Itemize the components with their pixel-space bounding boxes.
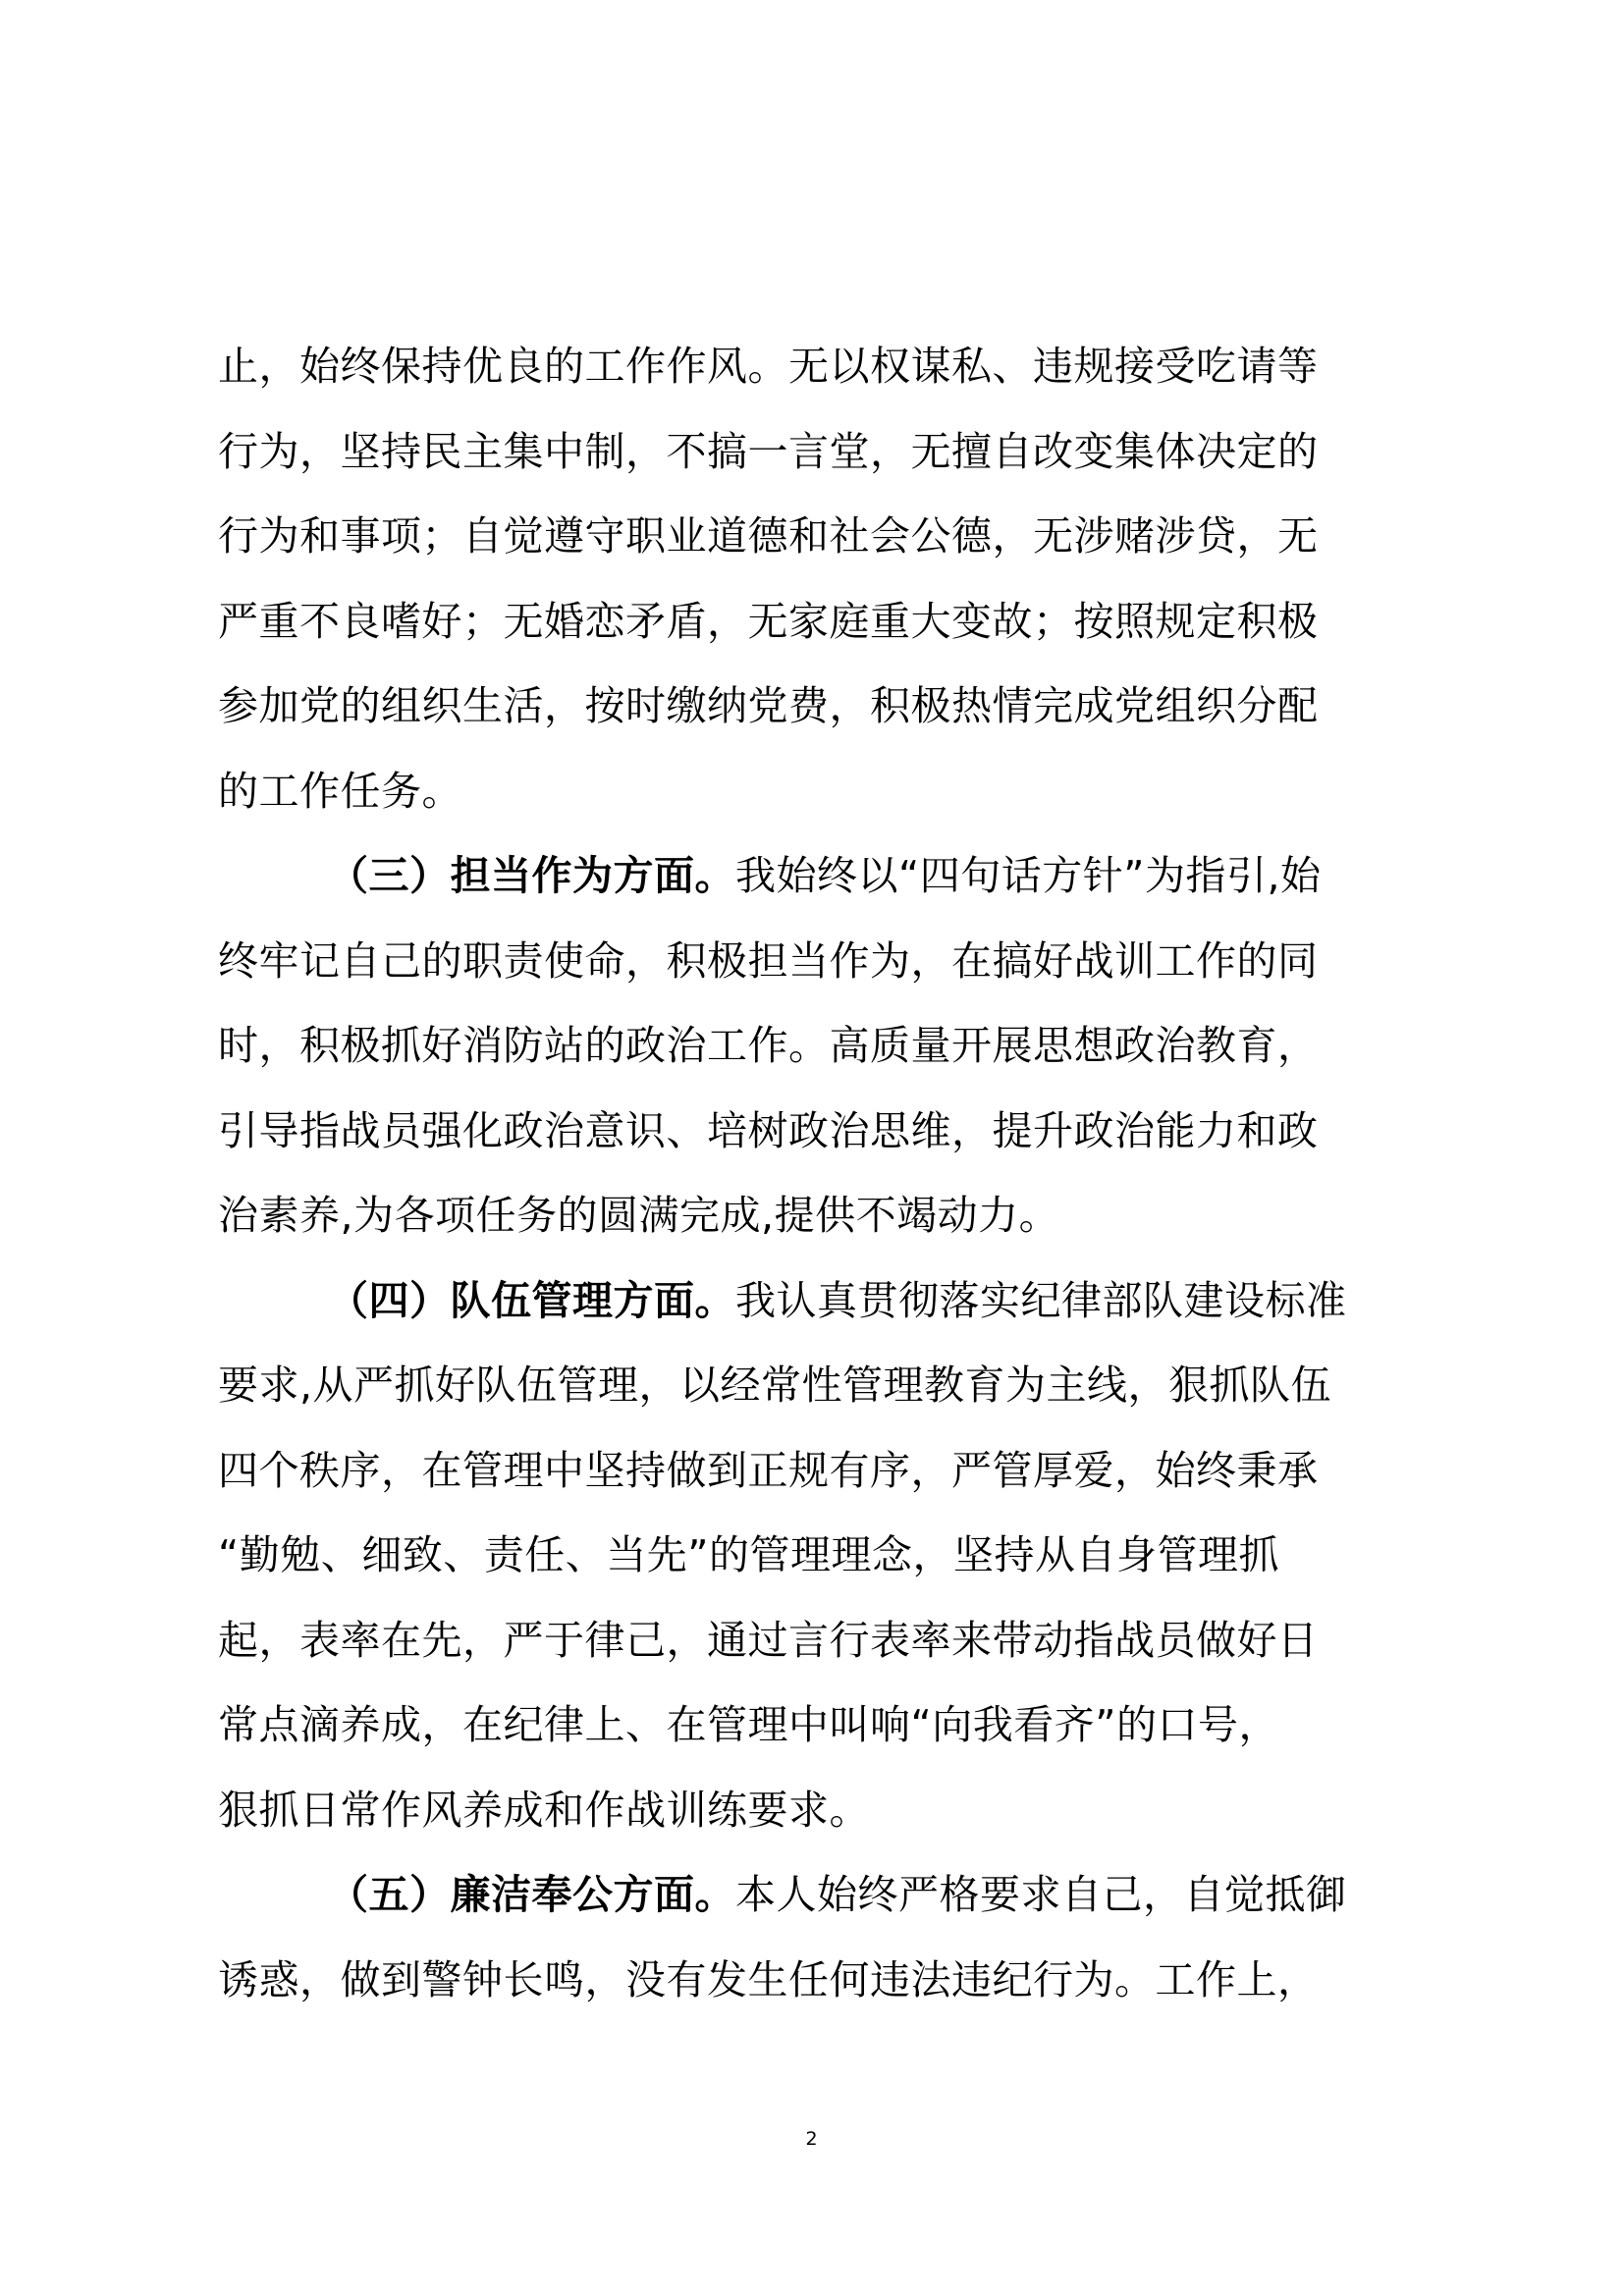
- section-3-text: 我始终以“四句话方针”为指引,始: [735, 852, 1322, 899]
- page-number: 2: [805, 2128, 818, 2150]
- text-line: 四个秩序，在管理中坚持做到正规有序，严管厚爱，始终秉承: [218, 1446, 1319, 1494]
- text-line: 引导指战员强化政治意识、培树政治思维，提升政治能力和政: [218, 1106, 1319, 1154]
- text-line: 的工作任务。: [218, 767, 462, 815]
- text-line: 参加党的组织生活，按时缴纳党费，积极热情完成党组织分配: [218, 682, 1319, 729]
- section-4-heading: （四）队伍管理方面。: [328, 1276, 735, 1324]
- section-5-heading: （五）廉洁奉公方面。: [328, 1871, 735, 1918]
- text-line: 行为和事项；自觉遵守职业道德和社会公德，无涉赌涉贷，无: [218, 512, 1319, 560]
- text-line: 狠抓日常作风养成和作战训练要求。: [218, 1786, 870, 1834]
- text-line: 常点滴养成，在纪律上、在管理中叫响“向我看齐”的口号，: [218, 1701, 1279, 1748]
- text-line: 严重不良嗜好；无婚恋矛盾，无家庭重大变故；按照规定积极: [218, 597, 1319, 645]
- section-4-text: 我认真贯彻落实纪律部队建设标准: [735, 1276, 1347, 1324]
- text-line: 行为，坚持民主集中制，不搞一言堂，无擅自改变集体决定的: [218, 427, 1319, 475]
- document-body: [218, 324, 1411, 2022]
- text-line: 止，始终保持优良的工作作风。无以权谋私、违规接受吃请等: [218, 343, 1319, 390]
- text-line: 要求,从严抓好队伍管理，以经常性管理教育为主线，狠抓队伍: [218, 1362, 1332, 1409]
- section-3-first-line: [218, 833, 1411, 919]
- section-5-text: 本人始终严格要求自己，自觉抵御: [735, 1871, 1347, 1918]
- section-4-first-line: [218, 1258, 1411, 1344]
- text-line: 时，积极抓好消防站的政治工作。高质量开展思想政治教育，: [218, 1022, 1319, 1069]
- section-5-first-line: [218, 1852, 1411, 1938]
- text-line: “勤勉、细致、责任、当先”的管理理念，坚持从自身管理抓: [218, 1531, 1279, 1578]
- text-line: 诱惑，做到警钟长鸣，没有发生任何违法违纪行为。工作上，: [218, 1955, 1319, 2003]
- section-3-heading: （三）担当作为方面。: [328, 852, 735, 899]
- text-line: 终牢记自己的职责使命，积极担当作为，在搞好战训工作的同: [218, 936, 1319, 985]
- text-line: 起，表率在先，严于律己，通过言行表率来带动指战员做好日: [218, 1616, 1319, 1664]
- text-line: 治素养,为各项任务的圆满完成,提供不竭动力。: [218, 1192, 1060, 1239]
